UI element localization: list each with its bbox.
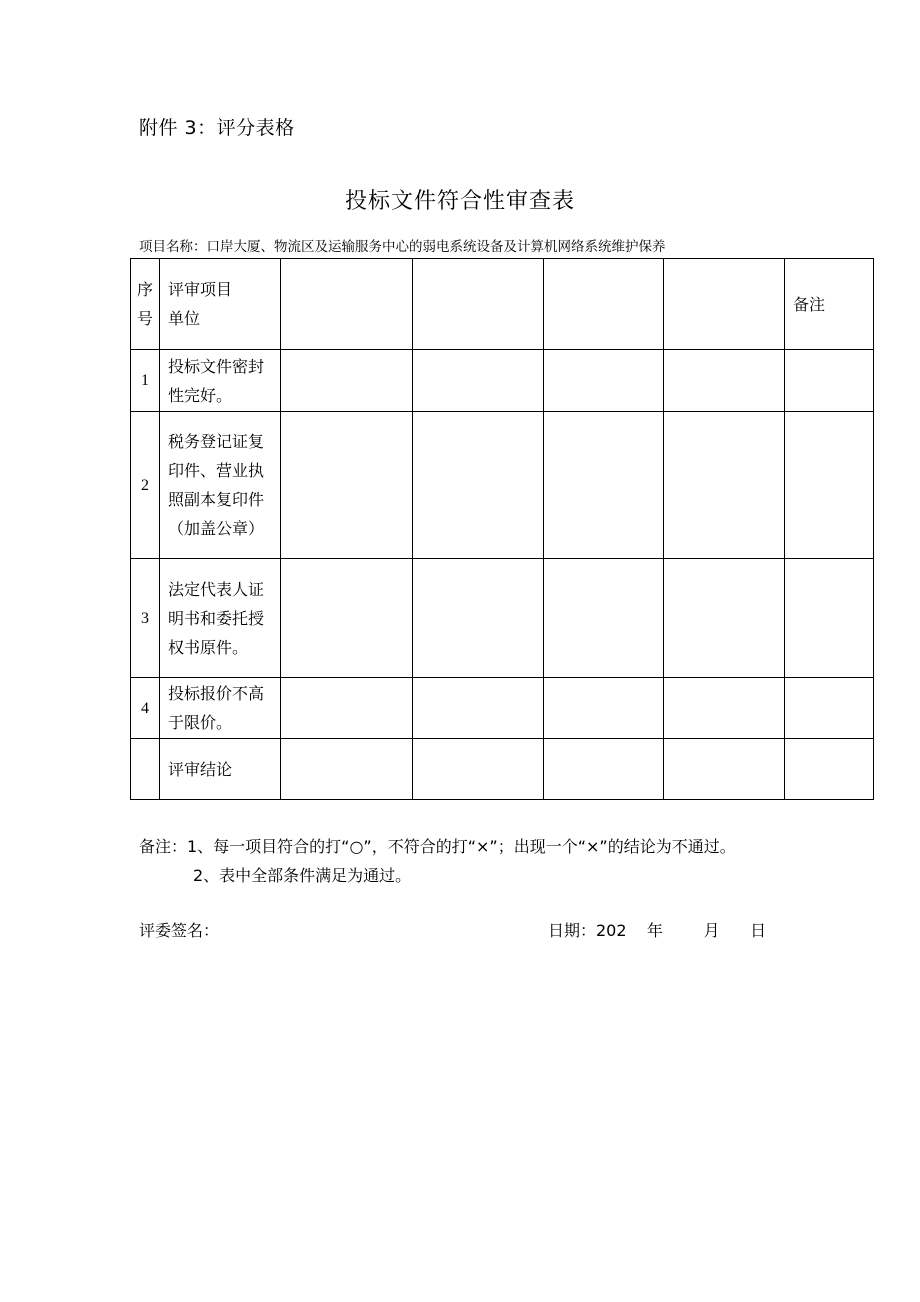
cell[interactable]: [281, 350, 413, 412]
signature-label: 评委签名：: [139, 921, 220, 940]
cell[interactable]: [413, 350, 544, 412]
cell[interactable]: [664, 678, 785, 739]
table-row: [131, 350, 874, 412]
table-row: [131, 559, 874, 678]
cell[interactable]: [664, 559, 785, 678]
remark-cell[interactable]: [785, 412, 874, 559]
cell[interactable]: [544, 678, 664, 739]
remark-cell[interactable]: [785, 678, 874, 739]
cell[interactable]: [544, 412, 664, 559]
cell[interactable]: [664, 350, 785, 412]
row-item: 法定代表人证明书和委托授权书原件。: [160, 559, 281, 678]
review-table: [130, 258, 874, 800]
conclusion-row: [131, 739, 874, 800]
remark-cell[interactable]: [785, 350, 874, 412]
cell[interactable]: [413, 559, 544, 678]
row-item: 投标报价不高于限价。: [160, 678, 281, 739]
attachment-label: 附件 3：评分表格: [139, 117, 295, 139]
cell[interactable]: [413, 412, 544, 559]
item-header: [160, 259, 281, 350]
cell[interactable]: [281, 559, 413, 678]
row-item: 税务登记证复印件、营业执照副本复印件（加盖公章）: [160, 412, 281, 559]
page-title: 投标文件符合性审查表: [344, 189, 575, 214]
bidder-column-3[interactable]: [544, 259, 664, 350]
row-seq: 1: [131, 350, 160, 412]
table-row: [131, 412, 874, 559]
cell[interactable]: [281, 739, 413, 800]
item-header-line1: 评审项目: [168, 280, 233, 299]
note-2: 2、表中全部条件满足为通过。: [193, 866, 412, 885]
conclusion-seq: [131, 739, 160, 800]
cell[interactable]: [544, 739, 664, 800]
cell[interactable]: [413, 678, 544, 739]
row-seq: 2: [131, 412, 160, 559]
row-item: 投标文件密封性完好。: [160, 350, 281, 412]
bidder-column-1[interactable]: [281, 259, 413, 350]
remark-cell[interactable]: [785, 739, 874, 800]
cell[interactable]: [281, 412, 413, 559]
note-1: 备注：1、每一项目符合的打“○”，不符合的打“×”；出现一个“×”的结论为不通过。: [139, 837, 736, 856]
cell[interactable]: [413, 739, 544, 800]
notes: [139, 832, 736, 890]
bidder-column-2[interactable]: [413, 259, 544, 350]
row-seq: 3: [131, 559, 160, 678]
remark-cell[interactable]: [785, 559, 874, 678]
cell[interactable]: [544, 559, 664, 678]
date-line: 日期：202 年 月 日: [548, 921, 767, 940]
row-seq: 4: [131, 678, 160, 739]
cell[interactable]: [664, 739, 785, 800]
remark-header: 备注: [785, 259, 874, 350]
table-row: [131, 678, 874, 739]
cell[interactable]: [664, 412, 785, 559]
seq-header: 序号: [131, 259, 160, 350]
table-header-row: [131, 259, 874, 350]
project-name: 项目名称：口岸大厦、物流区及运输服务中心的弱电系统设备及计算机网络系统维护保养: [139, 239, 666, 255]
item-header-line2: 单位: [168, 309, 201, 328]
conclusion-label: 评审结论: [160, 739, 281, 800]
cell[interactable]: [544, 350, 664, 412]
cell[interactable]: [281, 678, 413, 739]
bidder-column-4[interactable]: [664, 259, 785, 350]
